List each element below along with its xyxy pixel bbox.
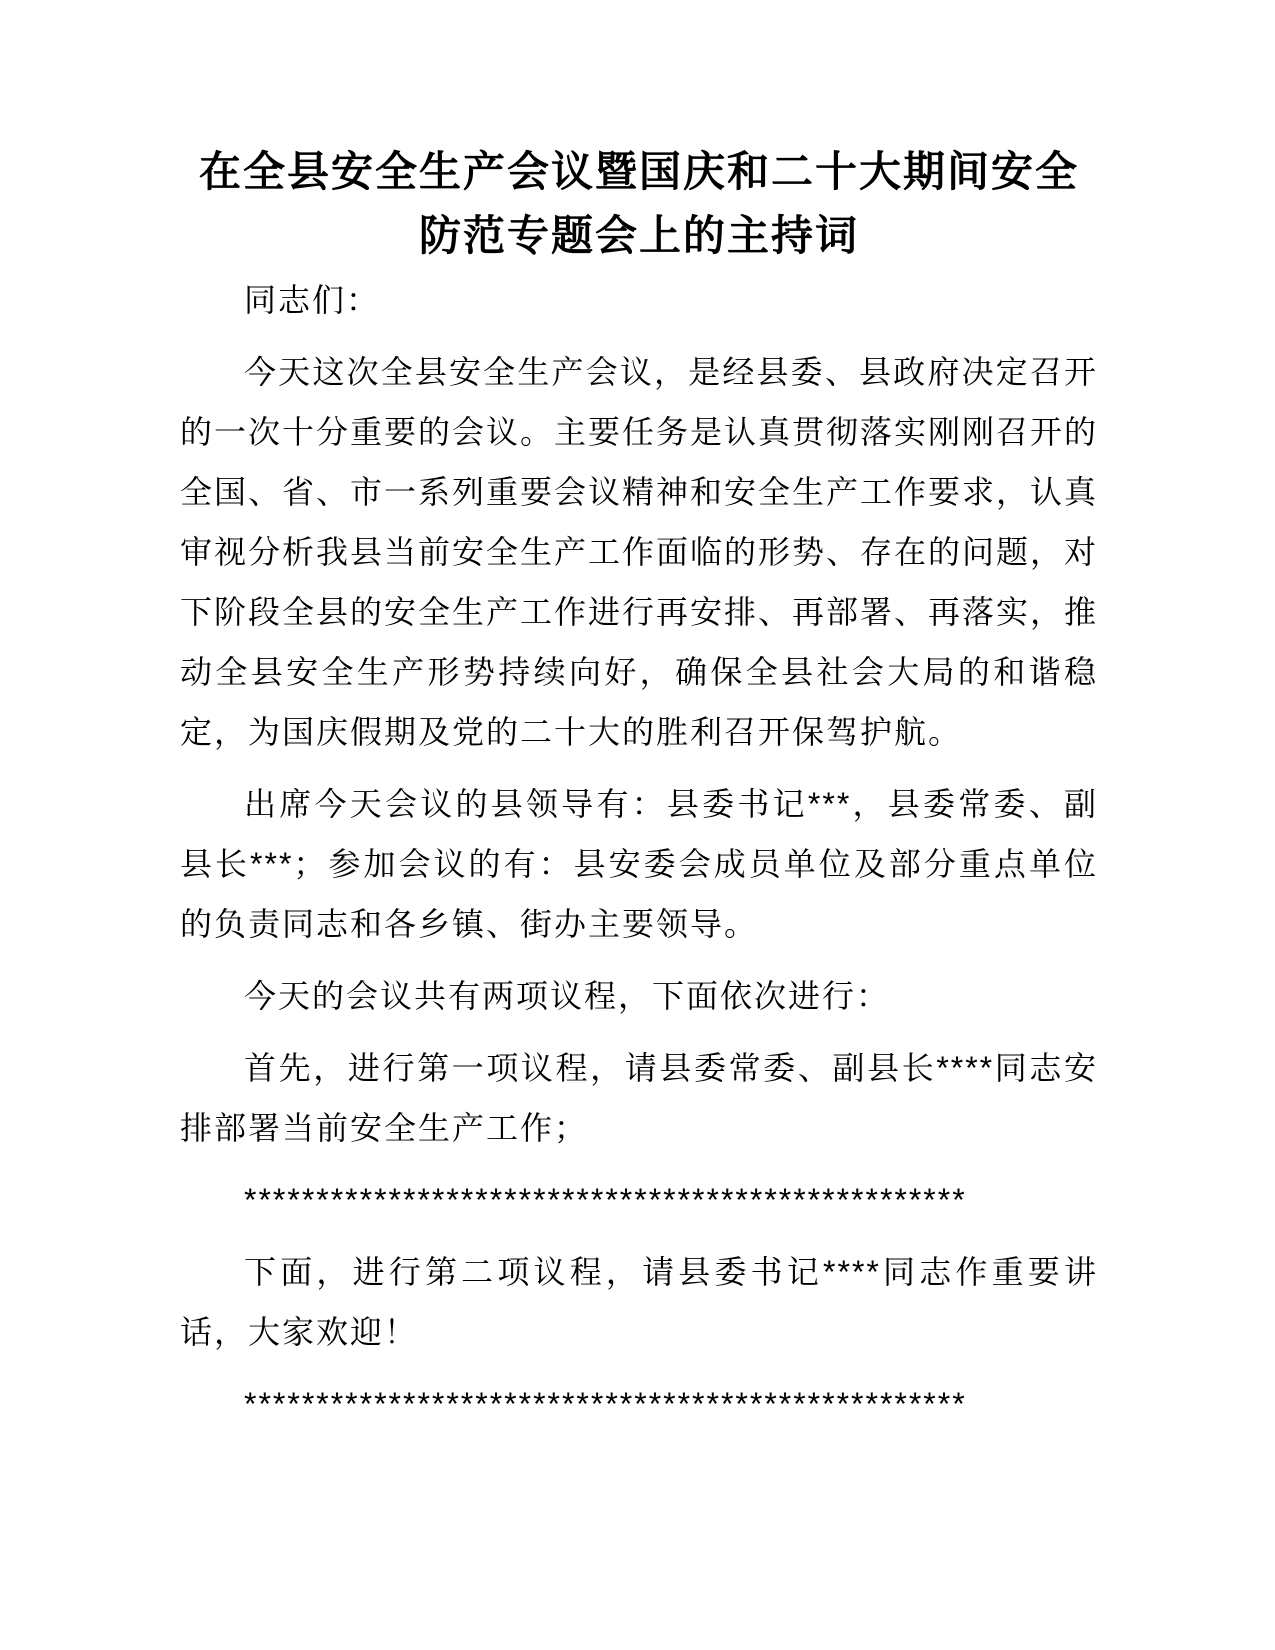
asterisk-separator-1: ************************************************** xyxy=(244,1182,967,1218)
title-line-2: 防范专题会上的主持词 xyxy=(418,212,859,259)
salutation-paragraph: 同志们： xyxy=(244,282,381,318)
document-body xyxy=(180,270,1098,1434)
agenda-item-1-paragraph: 首先，进行第一项议程，请县委常委、副县长****同志安排部署当前安全生产工作； xyxy=(180,1050,1098,1146)
title-line-1: 在全县安全生产会议暨国庆和二十大期间安全 xyxy=(198,148,1079,195)
asterisk-separator-2: ************************************************** xyxy=(244,1386,967,1422)
opening-paragraph: 今天这次全县安全生产会议，是经县委、县政府决定召开的一次十分重要的会议。主要任务是认真贯彻落实刚刚召开的全国、省、市一系列重要会议精神和安全生产工作要求，认真审视分析我县当前安全生产工作面临的形势、存在的问题，对下阶段全县的安全生产工作进行再安排、再部署、再落实，推动全县安全生产形势持续向好，确保全县社会大局的和谐稳定，为国庆假期及党的二十大的胜利召开保驾护航。 xyxy=(180,354,1099,750)
agenda-item-2-paragraph: 下面，进行第二项议程，请县委书记****同志作重要讲话，大家欢迎！ xyxy=(180,1254,1098,1350)
document-title xyxy=(180,140,1098,268)
attendees-paragraph: 出席今天会议的县领导有：县委书记***，县委常委、副县长***；参加会议的有：县安委会成员单位及部分重点单位的负责同志和各乡镇、街办主要领导。 xyxy=(180,786,1098,942)
agenda-intro-paragraph: 今天的会议共有两项议程，下面依次进行： xyxy=(244,978,891,1014)
